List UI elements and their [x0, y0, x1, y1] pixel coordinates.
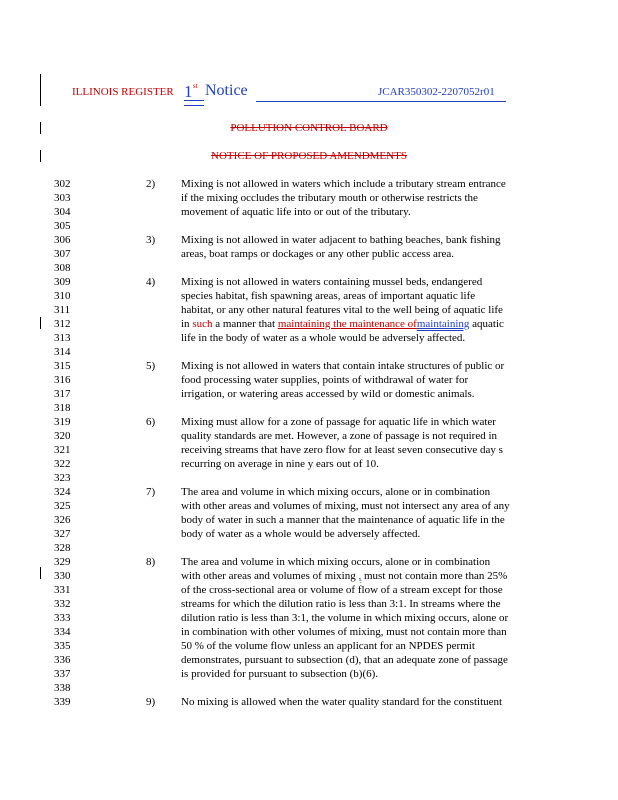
- line-number: 333: [54, 612, 71, 624]
- line-number: 335: [54, 640, 71, 652]
- line-number: 304: [54, 206, 71, 218]
- line-number: 311: [54, 304, 71, 316]
- line-number: 319: [54, 416, 71, 428]
- issue-superscript: st: [193, 82, 198, 90]
- line-number: 320: [54, 430, 71, 442]
- text-line: food processing water supplies, points of withdrawal of water for: [181, 374, 469, 386]
- line-number: 338: [54, 682, 71, 694]
- inserted-text: such: [192, 318, 213, 330]
- text-line-revised: [181, 570, 507, 582]
- inserted-text-blue: ,: [358, 570, 362, 582]
- text-line: Mixing is not allowed in water adjacent to bathing beaches, bank fishing: [181, 234, 501, 246]
- line-number: 309: [54, 276, 71, 288]
- text-line: body of water in such a manner that the maintenance of aquatic life in the: [181, 514, 505, 526]
- line-number: 324: [54, 486, 71, 498]
- line-number: 307: [54, 248, 71, 260]
- text-line: movement of aquatic life into or out of the tributary.: [181, 206, 411, 218]
- text-line: recurring on average in nine y ears out of 10.: [181, 458, 379, 470]
- line-number: 308: [54, 262, 71, 274]
- text-run: must not contain more than 25%: [361, 570, 508, 582]
- issue-number: 1: [184, 82, 193, 101]
- text-line: life in the body of water as a whole would be adversely affected.: [181, 332, 466, 344]
- line-number: 334: [54, 626, 71, 638]
- line-number: 310: [54, 290, 71, 302]
- register-label: ILLINOIS REGISTER: [72, 86, 174, 98]
- revised-text: maintaining the maintenance of: [277, 318, 417, 330]
- text-line: dilution ratio is less than 3:1, the volume in which mixing occurs, alone or: [181, 612, 509, 624]
- line-number: 329: [54, 556, 71, 568]
- text-run: aquatic: [469, 318, 504, 330]
- line-number: 302: [54, 178, 71, 190]
- text-line: No mixing is allowed when the water quality standard for the constituent: [181, 696, 503, 708]
- line-number: 328: [54, 542, 71, 554]
- line-number: 315: [54, 360, 71, 372]
- text-line: of the cross-sectional area or volume of flow of a stream except for those: [181, 584, 503, 596]
- line-number: 327: [54, 528, 71, 540]
- header-double-underline: [184, 100, 204, 106]
- text-line: Mixing is not allowed in waters containing mussel beds, endangered: [181, 276, 483, 288]
- line-number: 306: [54, 234, 71, 246]
- line-number: 314: [54, 346, 71, 358]
- change-bar: [40, 317, 41, 329]
- item-marker: 4): [146, 276, 156, 288]
- text-line: with other areas and volumes of mixing, must not intersect any area of any: [181, 500, 510, 512]
- line-number: 317: [54, 388, 71, 400]
- line-number: 337: [54, 668, 71, 680]
- text-run: in: [181, 318, 193, 330]
- line-number: 326: [54, 514, 71, 526]
- header-underline: [256, 101, 506, 102]
- text-line: streams for which the dilution ratio is less than 3:1. In streams where the: [181, 598, 501, 610]
- text-line-revised: [181, 318, 504, 330]
- board-title: POLLUTION CONTROL BOARD: [230, 122, 388, 134]
- text-line: Mixing is not allowed in waters which include a tributary stream entrance: [181, 178, 506, 190]
- text-run: a manner that: [212, 318, 278, 330]
- notice-title: NOTICE OF PROPOSED AMENDMENTS: [211, 150, 407, 162]
- item-marker: 7): [146, 486, 156, 498]
- change-bar: [40, 567, 41, 579]
- text-line: areas, boat ramps or dockages or any other public access area.: [181, 248, 455, 260]
- inserted-text-blue: maintaining: [416, 318, 470, 330]
- notice-label: Notice: [205, 82, 248, 99]
- text-line: quality standards are met. However, a zone of passage is not required in: [181, 430, 498, 442]
- line-number: 336: [54, 654, 71, 666]
- text-line: if the mixing occludes the tributary mouth or otherwise restricts the: [181, 192, 478, 204]
- text-line: 50 % of the volume flow unless an applicant for an NPDES permit: [181, 640, 475, 652]
- line-number: 331: [54, 584, 71, 596]
- text-line: species habitat, fish spawning areas, areas of important aquatic life: [181, 290, 476, 302]
- item-marker: 9): [146, 696, 156, 708]
- text-run: with other areas and volumes of mixing: [181, 570, 359, 582]
- text-line: is provided for pursuant to subsection (b)(6).: [181, 668, 379, 680]
- text-line: habitat, or any other natural features vital to the well being of aquatic life: [181, 304, 503, 316]
- line-number: 325: [54, 500, 71, 512]
- text-line: receiving streams that have zero flow for at least seven consecutive day s: [181, 444, 503, 456]
- text-line: Mixing is not allowed in waters that contain intake structures of public or: [181, 360, 505, 372]
- item-marker: 3): [146, 234, 156, 246]
- item-marker: 8): [146, 556, 156, 568]
- text-line: irrigation, or watering areas accessed by wild or domestic animals.: [181, 388, 475, 400]
- text-line: The area and volume in which mixing occurs, alone or in combination: [181, 486, 491, 498]
- item-marker: 2): [146, 178, 156, 190]
- item-marker: 5): [146, 360, 156, 372]
- line-number: 322: [54, 458, 71, 470]
- line-number: 321: [54, 444, 71, 456]
- line-number: 313: [54, 332, 71, 344]
- line-number: 305: [54, 220, 71, 232]
- line-number: 323: [54, 472, 71, 484]
- text-line: demonstrates, pursuant to subsection (d), that an adequate zone of passage: [181, 654, 508, 666]
- text-line: Mixing must allow for a zone of passage for aquatic life in which water: [181, 416, 496, 428]
- line-number: 316: [54, 374, 71, 386]
- line-number: 318: [54, 402, 71, 414]
- text-line: in combination with other volumes of mixing, must not contain more than: [181, 626, 507, 638]
- line-number: 332: [54, 598, 71, 610]
- line-number: 330: [54, 570, 71, 582]
- item-marker: 6): [146, 416, 156, 428]
- line-number: 303: [54, 192, 71, 204]
- jcar-code: JCAR350302-2207052r01: [378, 86, 495, 98]
- line-number: 312: [54, 318, 71, 330]
- change-bar: [40, 74, 41, 106]
- line-number: 339: [54, 696, 71, 708]
- text-line: The area and volume in which mixing occurs, alone or in combination: [181, 556, 491, 568]
- text-line: body of water as a whole would be adversely affected.: [181, 528, 421, 540]
